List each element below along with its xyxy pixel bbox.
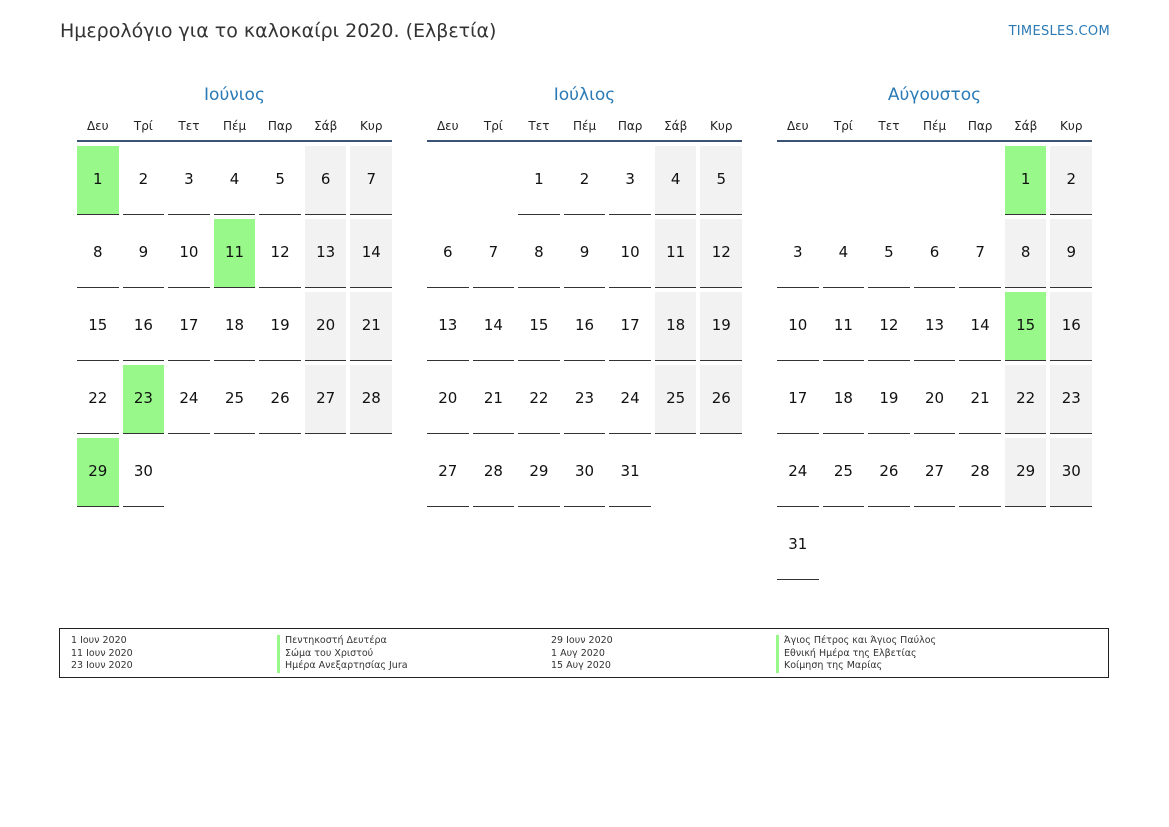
day-cell: 12 [259,219,301,288]
month-july [427,84,742,511]
weekday-label: Τρί [483,119,503,133]
weekend-day-cell: 20 [305,292,347,361]
day-cell: 4 [214,146,256,215]
week-row [427,146,742,215]
empty-day-cell [427,146,469,215]
day-cell: 20 [427,365,469,434]
weekday-label: Κυρ [1060,119,1083,133]
day-cell: 27 [914,438,956,507]
weekday-header [777,116,1092,142]
empty-day-cell [305,438,347,507]
brand-link[interactable]: TIMESLES.COM [1008,24,1110,39]
weekend-day-cell: 18 [655,292,697,361]
week-row [777,146,1092,215]
day-cell: 30 [123,438,165,507]
weekday-header [427,116,742,142]
weekend-day-cell: 11 [655,219,697,288]
day-cell: 31 [609,438,651,507]
day-cell: 14 [959,292,1001,361]
month-grid [77,146,392,507]
empty-day-cell [1005,511,1047,580]
day-cell: 2 [564,146,606,215]
day-cell: 9 [564,219,606,288]
weekend-day-cell: 8 [1005,219,1047,288]
weekday-label: Τρί [133,119,153,133]
legend-names-col-2 [776,635,936,673]
weekend-day-cell: 21 [350,292,392,361]
day-cell: 26 [868,438,910,507]
legend-holiday-name: Πεντηκοστή Δευτέρα [277,635,408,648]
holiday-day-cell: 11 [214,219,256,288]
day-cell: 12 [868,292,910,361]
holiday-day-cell: 1 [77,146,119,215]
day-cell: 14 [473,292,515,361]
empty-day-cell [350,438,392,507]
week-row [777,438,1092,507]
day-cell: 16 [564,292,606,361]
weekend-day-cell: 22 [1005,365,1047,434]
weekday-label: Πέμ [922,119,947,133]
day-cell: 7 [473,219,515,288]
day-cell: 9 [123,219,165,288]
weekday-label: Παρ [967,119,993,133]
empty-day-cell [214,438,256,507]
legend-holiday-name: Ημέρα Ανεξαρτησίας Jura [277,660,408,673]
month-name: Αύγουστος [887,85,982,105]
week-row [777,511,1092,580]
weekend-day-cell: 4 [655,146,697,215]
week-row [427,438,742,507]
day-cell: 18 [823,365,865,434]
month-name: Ιούλιος [553,85,616,105]
empty-day-cell [259,438,301,507]
week-row [777,292,1092,361]
day-cell: 15 [518,292,560,361]
empty-day-cell [823,146,865,215]
day-cell: 10 [609,219,651,288]
day-cell: 25 [214,365,256,434]
day-cell: 3 [777,219,819,288]
week-row [77,146,392,215]
month-name: Ιούνιος [204,85,265,105]
day-cell: 17 [777,365,819,434]
empty-day-cell [914,146,956,215]
day-cell: 18 [214,292,256,361]
day-cell: 31 [777,511,819,580]
weekday-label: Δευ [86,119,109,133]
day-cell: 20 [914,365,956,434]
empty-day-cell [1050,511,1092,580]
empty-day-cell [777,146,819,215]
empty-day-cell [868,146,910,215]
weekday-label: Δευ [436,119,459,133]
day-cell: 7 [959,219,1001,288]
day-cell: 8 [518,219,560,288]
weekend-day-cell: 28 [350,365,392,434]
day-cell: 10 [168,219,210,288]
day-cell: 30 [564,438,606,507]
month-june [77,84,392,511]
day-cell: 13 [914,292,956,361]
legend-dates-col-2 [551,635,613,673]
day-cell: 22 [518,365,560,434]
holiday-day-cell: 1 [1005,146,1047,215]
day-cell: 1 [518,146,560,215]
month-grid [427,146,742,507]
weekend-day-cell: 9 [1050,219,1092,288]
empty-day-cell [655,438,697,507]
day-cell: 23 [564,365,606,434]
weekend-day-cell: 13 [305,219,347,288]
weekday-label: Πέμ [572,119,597,133]
empty-day-cell [473,146,515,215]
holiday-day-cell: 23 [123,365,165,434]
day-cell: 6 [914,219,956,288]
day-cell: 19 [259,292,301,361]
empty-day-cell [868,511,910,580]
weekday-label: Παρ [617,119,643,133]
day-cell: 6 [427,219,469,288]
weekday-label: Κυρ [360,119,383,133]
legend-holiday-name: Σώμα του Χριστού [277,648,408,661]
day-cell: 22 [77,365,119,434]
day-cell: 27 [427,438,469,507]
month-grid [777,146,1092,580]
empty-day-cell [959,511,1001,580]
day-cell: 17 [168,292,210,361]
day-cell: 28 [959,438,1001,507]
weekday-label: Κυρ [710,119,733,133]
legend-dates-col-1 [71,635,133,673]
day-cell: 3 [609,146,651,215]
legend-names-col-1 [277,635,408,673]
weekend-day-cell: 2 [1050,146,1092,215]
weekday-header [77,116,392,142]
day-cell: 26 [259,365,301,434]
day-cell: 15 [77,292,119,361]
week-row [77,292,392,361]
holiday-day-cell: 29 [77,438,119,507]
day-cell: 24 [609,365,651,434]
holiday-legend [59,628,1109,678]
day-cell: 21 [473,365,515,434]
weekend-day-cell: 12 [700,219,742,288]
weekend-day-cell: 19 [700,292,742,361]
empty-day-cell [823,511,865,580]
day-cell: 17 [609,292,651,361]
empty-day-cell [700,438,742,507]
day-cell: 13 [427,292,469,361]
day-cell: 16 [123,292,165,361]
legend-holiday-name: Εθνική Ημέρα της Ελβετίας [776,648,936,661]
weekday-label: Τρί [833,119,853,133]
weekend-day-cell: 7 [350,146,392,215]
weekend-day-cell: 29 [1005,438,1047,507]
weekday-label: Σάβ [1014,119,1038,133]
weekend-day-cell: 16 [1050,292,1092,361]
day-cell: 29 [518,438,560,507]
day-cell: 24 [777,438,819,507]
day-cell: 21 [959,365,1001,434]
legend-date: 1 Αυγ 2020 [551,647,605,659]
weekend-day-cell: 26 [700,365,742,434]
weekday-label: Σάβ [664,119,688,133]
weekday-label: Τετ [178,119,200,133]
week-row [427,365,742,434]
day-cell: 24 [168,365,210,434]
weekend-day-cell: 6 [305,146,347,215]
weekend-day-cell: 25 [655,365,697,434]
weekday-label: Παρ [267,119,293,133]
week-row [77,365,392,434]
empty-day-cell [914,511,956,580]
weekend-day-cell: 5 [700,146,742,215]
legend-date: 29 Ιουν 2020 [551,635,613,646]
empty-day-cell [168,438,210,507]
weekend-day-cell: 14 [350,219,392,288]
weekday-label: Τετ [528,119,550,133]
day-cell: 19 [868,365,910,434]
day-cell: 2 [123,146,165,215]
legend-holiday-name: Κοίμηση της Μαρίας [776,660,936,673]
legend-date: 1 Ιουν 2020 [71,635,127,646]
day-cell: 8 [77,219,119,288]
page-title: Ημερολόγιο για το καλοκαίρι 2020. (Ελβετία) [60,20,497,42]
week-row [77,438,392,507]
day-cell: 5 [868,219,910,288]
weekday-label: Δευ [786,119,809,133]
day-cell: 5 [259,146,301,215]
day-cell: 25 [823,438,865,507]
legend-holiday-name: Άγιος Πέτρος και Άγιος Παύλος [776,635,936,648]
weekday-label: Σάβ [314,119,338,133]
week-row [777,219,1092,288]
month-august [777,84,1092,584]
week-row [77,219,392,288]
weekday-label: Τετ [878,119,900,133]
weekend-day-cell: 30 [1050,438,1092,507]
day-cell: 3 [168,146,210,215]
holiday-day-cell: 15 [1005,292,1047,361]
day-cell: 10 [777,292,819,361]
weekend-day-cell: 27 [305,365,347,434]
day-cell: 11 [823,292,865,361]
legend-date: 11 Ιουν 2020 [71,647,133,659]
legend-date: 15 Αυγ 2020 [551,660,611,671]
day-cell: 4 [823,219,865,288]
empty-day-cell [959,146,1001,215]
day-cell: 28 [473,438,515,507]
week-row [427,219,742,288]
weekday-label: Πέμ [222,119,247,133]
week-row [777,365,1092,434]
week-row [427,292,742,361]
weekend-day-cell: 23 [1050,365,1092,434]
legend-date: 23 Ιουν 2020 [71,660,133,671]
